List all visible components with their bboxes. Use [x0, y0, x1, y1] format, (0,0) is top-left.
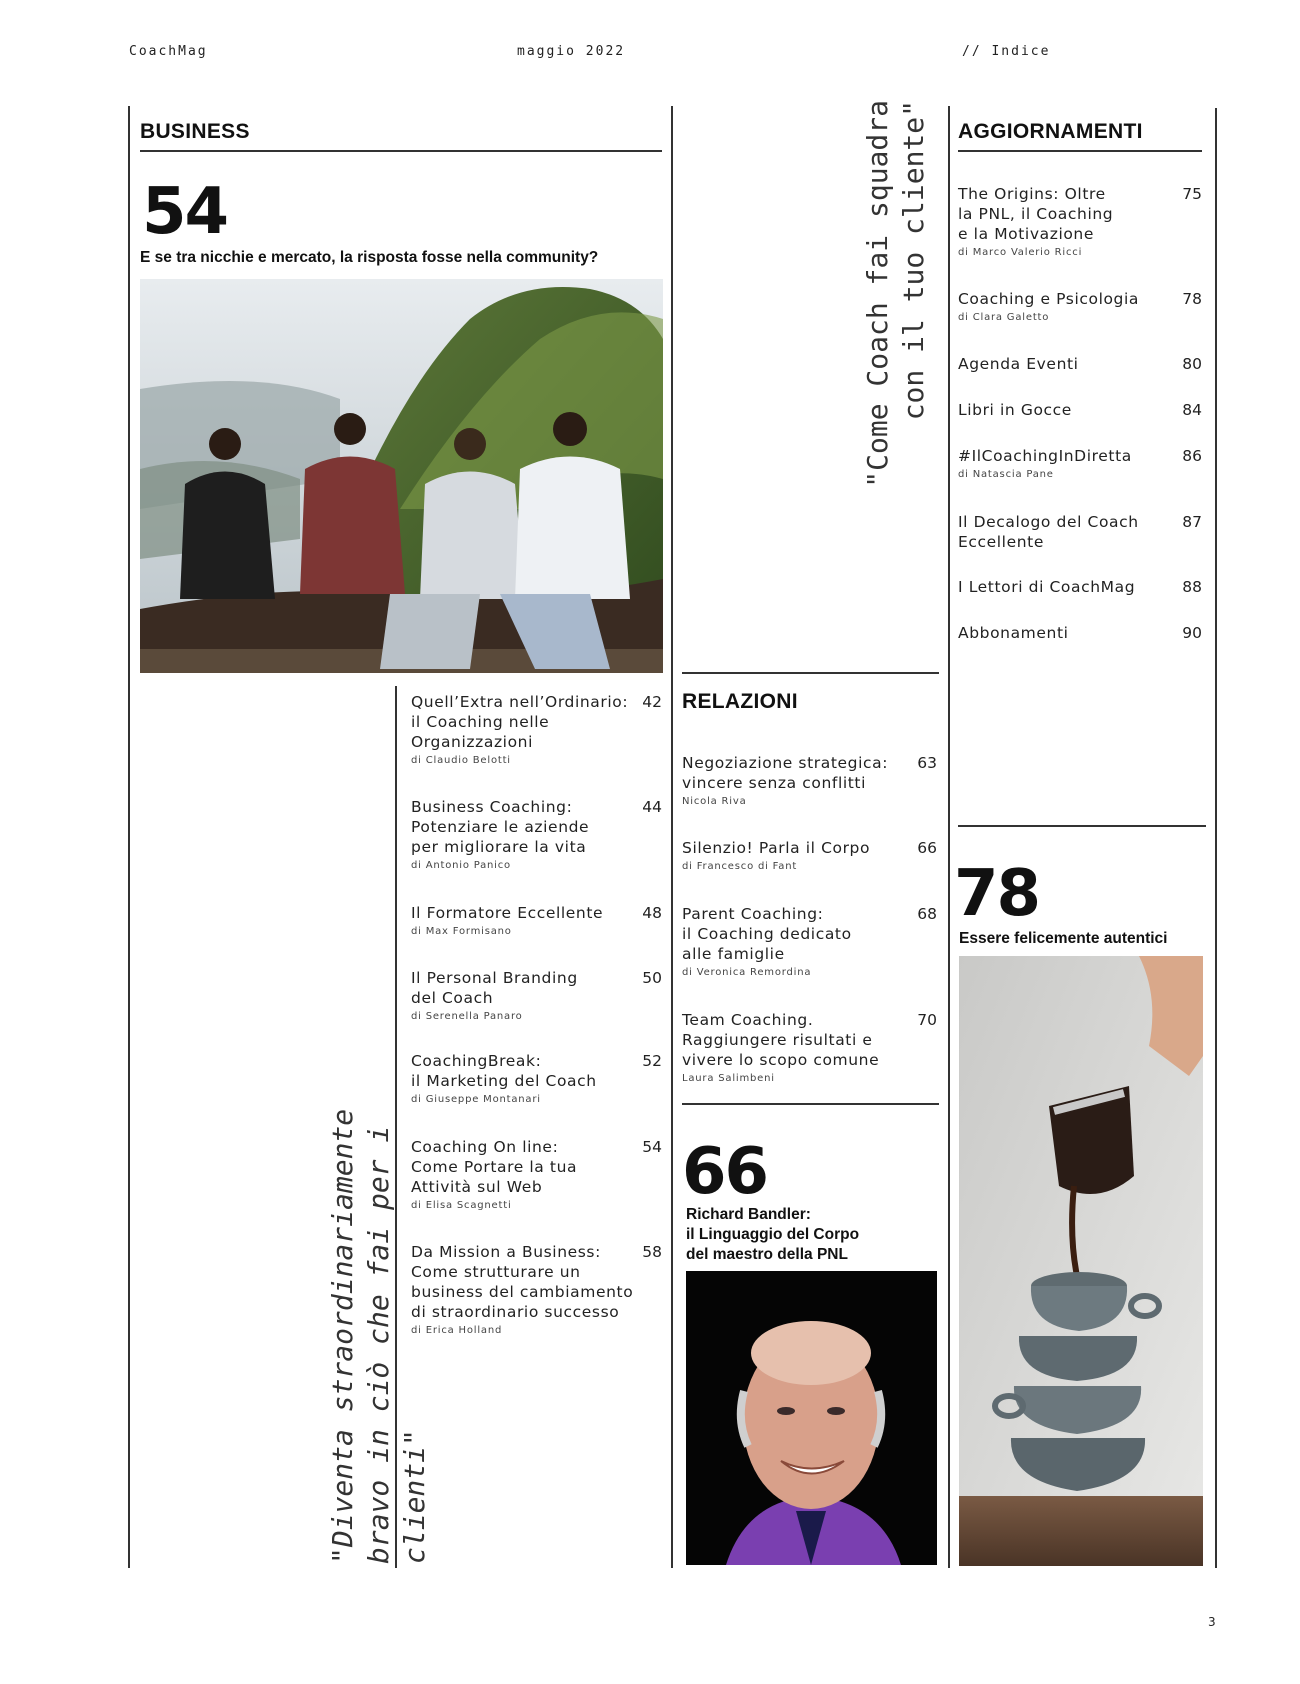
magazine-name: CoachMag — [129, 44, 208, 59]
toc-entry[interactable] — [958, 446, 1202, 480]
toc-entry-title: Il Decalogo del Coach Eccellente — [958, 513, 1139, 551]
toc-entry[interactable] — [958, 577, 1202, 597]
toc-entry-title: Team Coaching. Raggiungere risultati e vivere lo scopo comune — [682, 1011, 880, 1069]
column-rule — [671, 106, 673, 1568]
toc-entry[interactable] — [411, 1051, 662, 1105]
toc-entry-page: 66 — [917, 839, 937, 857]
relazioni-section-title: RELAZIONI — [682, 690, 798, 713]
toc-entry-page: 88 — [1182, 578, 1202, 596]
middle-quote-container — [860, 100, 930, 520]
toc-entry-author: di Erica Holland — [411, 1325, 503, 1336]
aggiornamenti-section-title: AGGIORNAMENTI — [958, 120, 1143, 143]
toc-entry-page: 84 — [1182, 401, 1202, 419]
aggiornamenti-feature-number: 78 — [954, 857, 1040, 931]
toc-entry-title: #IlCoachingInDiretta — [958, 447, 1132, 465]
toc-entry-page: 44 — [642, 798, 662, 816]
toc-entry-title: Da Mission a Business: Come strutturare un business del cambiamento di straordinario successo — [411, 1243, 634, 1321]
toc-entry-page: 86 — [1182, 447, 1202, 465]
toc-entry-title: CoachingBreak: il Marketing del Coach — [411, 1052, 597, 1090]
toc-entry[interactable] — [682, 1010, 937, 1084]
toc-entry-author: di Clara Galetto — [958, 312, 1050, 323]
toc-entry-title: Silenzio! Parla il Corpo — [682, 839, 871, 857]
relazioni-feature-number: 66 — [682, 1135, 768, 1209]
business-quote-container — [325, 1010, 431, 1564]
toc-entry-title: Il Personal Branding del Coach — [411, 969, 578, 1007]
toc-entry-page: 50 — [642, 969, 662, 987]
toc-entry[interactable] — [411, 903, 662, 937]
toc-entry-title: Business Coaching: Potenziare le aziende per migliorare la vita — [411, 798, 590, 856]
toc-entry-title: Quell’Extra nell’Ordinario: il Coaching nelle Organizzazioni — [411, 693, 629, 751]
man-portrait-photo — [686, 1271, 937, 1565]
toc-entry[interactable] — [411, 968, 662, 1022]
toc-entry[interactable] — [958, 400, 1202, 420]
toc-entry-author: di Antonio Panico — [411, 860, 511, 871]
toc-entry-title: I Lettori di CoachMag — [958, 578, 1136, 596]
column-rule — [948, 106, 950, 1568]
toc-entry-title: Libri in Gocce — [958, 401, 1072, 419]
divider — [958, 150, 1202, 152]
divider — [140, 150, 662, 152]
toc-entry[interactable] — [958, 184, 1202, 258]
toc-entry[interactable] — [958, 354, 1202, 374]
toc-entry-title: Agenda Eventi — [958, 355, 1079, 373]
toc-entry-author: Laura Salimbeni — [682, 1073, 775, 1084]
toc-entry-author: di Claudio Belotti — [411, 755, 511, 766]
toc-entry-title: Coaching On line: Come Portare la tua Attività sul Web — [411, 1138, 578, 1196]
toc-entry-page: 58 — [642, 1243, 662, 1261]
aggiornamenti-feature-image[interactable] — [959, 956, 1203, 1566]
page-number: 3 — [1208, 1615, 1216, 1629]
divider — [958, 825, 1206, 827]
relazioni-feature-image[interactable] — [686, 1271, 937, 1565]
toc-entry-page: 52 — [642, 1052, 662, 1070]
section-label: // Indice — [962, 44, 1051, 59]
business-section-title: BUSINESS — [140, 120, 250, 143]
toc-entry[interactable] — [682, 753, 937, 807]
toc-entry[interactable] — [411, 1242, 662, 1336]
issue-date: maggio 2022 — [517, 44, 626, 59]
coffee-pouring-photo — [959, 956, 1203, 1566]
toc-entry-author: di Giuseppe Montanari — [411, 1094, 541, 1105]
four-men-mountain-photo — [140, 279, 663, 673]
divider — [682, 672, 939, 674]
relazioni-feature-title[interactable]: Richard Bandler: il Linguaggio del Corpo del maestro della PNL — [686, 1206, 860, 1263]
business-feature-title[interactable]: E se tra nicchie e mercato, la risposta fosse nella community? — [140, 249, 599, 266]
toc-entry-page: 42 — [642, 693, 662, 711]
divider — [682, 1103, 939, 1105]
column-rule — [128, 106, 130, 1568]
toc-entry[interactable] — [958, 289, 1202, 323]
toc-entry[interactable] — [958, 623, 1202, 643]
toc-entry-title: Negoziazione strategica: vincere senza conflitti — [682, 754, 889, 792]
toc-entry-page: 78 — [1182, 290, 1202, 308]
toc-entry-author: di Marco Valerio Ricci — [958, 247, 1083, 258]
toc-entry-author: Nicola Riva — [682, 796, 747, 807]
toc-entry-title: The Origins: Oltre la PNL, il Coaching e la Motivazione — [958, 185, 1114, 243]
toc-entry[interactable] — [682, 838, 937, 872]
toc-entry[interactable] — [682, 904, 937, 978]
toc-entry-author: di Francesco di Fant — [682, 861, 798, 872]
toc-entry-page: 80 — [1182, 355, 1202, 373]
toc-entry[interactable] — [958, 512, 1202, 552]
toc-entry-title: Parent Coaching: il Coaching dedicato alle famiglie — [682, 905, 852, 963]
toc-entry-page: 63 — [917, 754, 937, 772]
toc-entry-author: di Serenella Panaro — [411, 1011, 523, 1022]
toc-entry-page: 54 — [642, 1138, 662, 1156]
toc-entry[interactable] — [411, 692, 662, 766]
toc-entry-author: di Natascia Pane — [958, 469, 1054, 480]
toc-entry[interactable] — [411, 1137, 662, 1211]
toc-entry-author: di Veronica Remordina — [682, 967, 812, 978]
toc-entry-author: di Elisa Scagnetti — [411, 1200, 512, 1211]
toc-entry-page: 70 — [917, 1011, 937, 1029]
pull-quote: "Come Coach fai squadra con il tuo cliente" — [861, 100, 930, 488]
business-feature-number: 54 — [142, 175, 228, 249]
toc-entry-page: 75 — [1182, 185, 1202, 203]
toc-entry-page: 90 — [1182, 624, 1202, 642]
toc-entry-page: 68 — [917, 905, 937, 923]
toc-entry-title: Abbonamenti — [958, 624, 1069, 642]
toc-entry-title: Il Formatore Eccellente — [411, 904, 604, 922]
toc-entry-page: 48 — [642, 904, 662, 922]
column-rule — [1215, 108, 1217, 1568]
business-feature-image[interactable] — [140, 279, 663, 673]
toc-entry-page: 87 — [1182, 513, 1202, 531]
pull-quote: "Diventa straordinariamente bravo in ciò che fai per i clienti" — [326, 1108, 431, 1564]
toc-entry-author: di Max Formisano — [411, 926, 512, 937]
toc-entry[interactable] — [411, 797, 662, 871]
aggiornamenti-feature-title[interactable]: Essere felicemente autentici — [959, 930, 1168, 947]
toc-entry-title: Coaching e Psicologia — [958, 290, 1140, 308]
